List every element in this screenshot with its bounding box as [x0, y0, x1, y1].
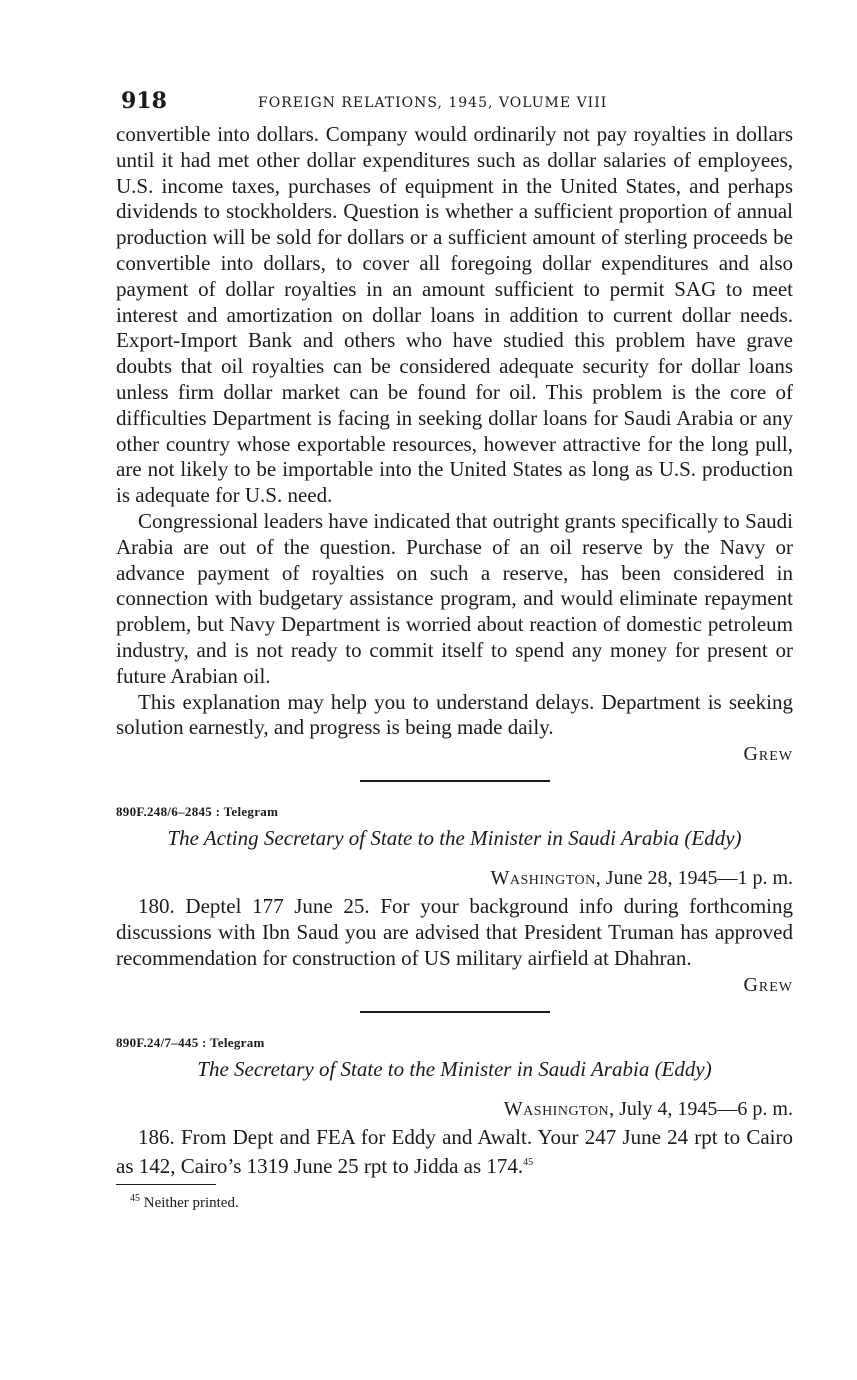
footnote-reference[interactable]: 45 — [523, 1157, 534, 1169]
paragraph-congressional: Congressional leaders have indicated that outright grants specifically to Saudi Arabia are out of the question. Purchase of an oil reserve by the Navy or advance payment of royalties on such a reserve, has been considered in connection with budgetary assistance program, and would eliminate repayment problem, but Navy Department is worried about reaction of domestic petroleum industry, and is not ready to commit itself to spend any money for present or future Arabian oil. — [116, 508, 793, 688]
section-divider — [360, 1011, 550, 1013]
document-title: The Secretary of State to the Minister in Saudi Arabia (Eddy) — [197, 1056, 712, 1081]
dateline-place: Washington — [503, 1097, 610, 1120]
paragraph-explanation: This explanation may help you to understand delays. Department is seeking solution earnestly, and progress is being made daily. — [116, 689, 793, 740]
file-reference: 890F.248/6–2845 : Telegram — [116, 804, 279, 820]
signature-grew: Grew — [743, 973, 793, 996]
dateline-date: , June 28, 1945—1 p. m. — [595, 867, 793, 890]
dateline-place: Washington — [490, 867, 596, 890]
file-reference: 890F.24/7–445 : Telegram — [116, 1034, 265, 1050]
telegram-body-text: 186. From Dept and FEA for Eddy and Awalt. Your 247 June 24 rpt to Cairo as 142, Cairo’s 1319 June 25 rpt to Jidda as 174. — [116, 1124, 793, 1179]
dateline — [116, 1098, 793, 1121]
telegram-body — [116, 1125, 793, 1181]
footnote-marker: 45 — [130, 1193, 140, 1205]
paragraph-continued: convertible into dollars. Company would ordinarily not pay royalties in dollars until it had met other dollar expenditures such as dollar salaries of employees, U.S. income taxes, purchases of equipment in the United States, and perhaps dividends to stockholders. Question is whether a sufficient proportion of annual production will be sold for dollars or a sufficient amount of sterling proceeds be convertible into dollars, to cover all foregoing dollar expenditures and also payment of dollar royalties in an amount sufficient to permit SAG to meet interest and amortization on dollar loans in addition to current dollar needs. Export-Import Bank and others who have studied this problem have grave doubts that oil royalties can be considered adequate security for dollar loans unless firm dollar market can be found for oil. This problem is the core of difficulties Department is facing in seeking dollar loans for Saudi Arabia or any other country whose exportable resources, however attractive for the long pull, are not likely to be importable into the United States as long as U.S. production is adequate for U.S. need. — [116, 122, 793, 508]
page-header — [116, 88, 793, 122]
page-number: 918 — [121, 88, 167, 114]
section-divider — [360, 780, 550, 782]
footnote — [130, 1193, 793, 1212]
document-page — [116, 88, 793, 1212]
document-title: The Acting Secretary of State to the Minister in Saudi Arabia (Eddy) — [167, 826, 742, 851]
running-head: FOREIGN RELATIONS, 1945, VOLUME VIII — [258, 95, 608, 111]
dateline-date: , July 4, 1945—6 p. m. — [609, 1097, 793, 1120]
signature-grew: Grew — [743, 743, 793, 766]
dateline — [116, 867, 793, 890]
telegram-body: 180. Deptel 177 June 25. For your background info during forthcoming discussions with Ibn Saud you are advised that President Truman has approved recommendation for construction of US military airfield at Dhahran. — [116, 894, 793, 970]
footnote-text: Neither printed. — [143, 1195, 239, 1212]
footnote-rule — [116, 1184, 216, 1185]
